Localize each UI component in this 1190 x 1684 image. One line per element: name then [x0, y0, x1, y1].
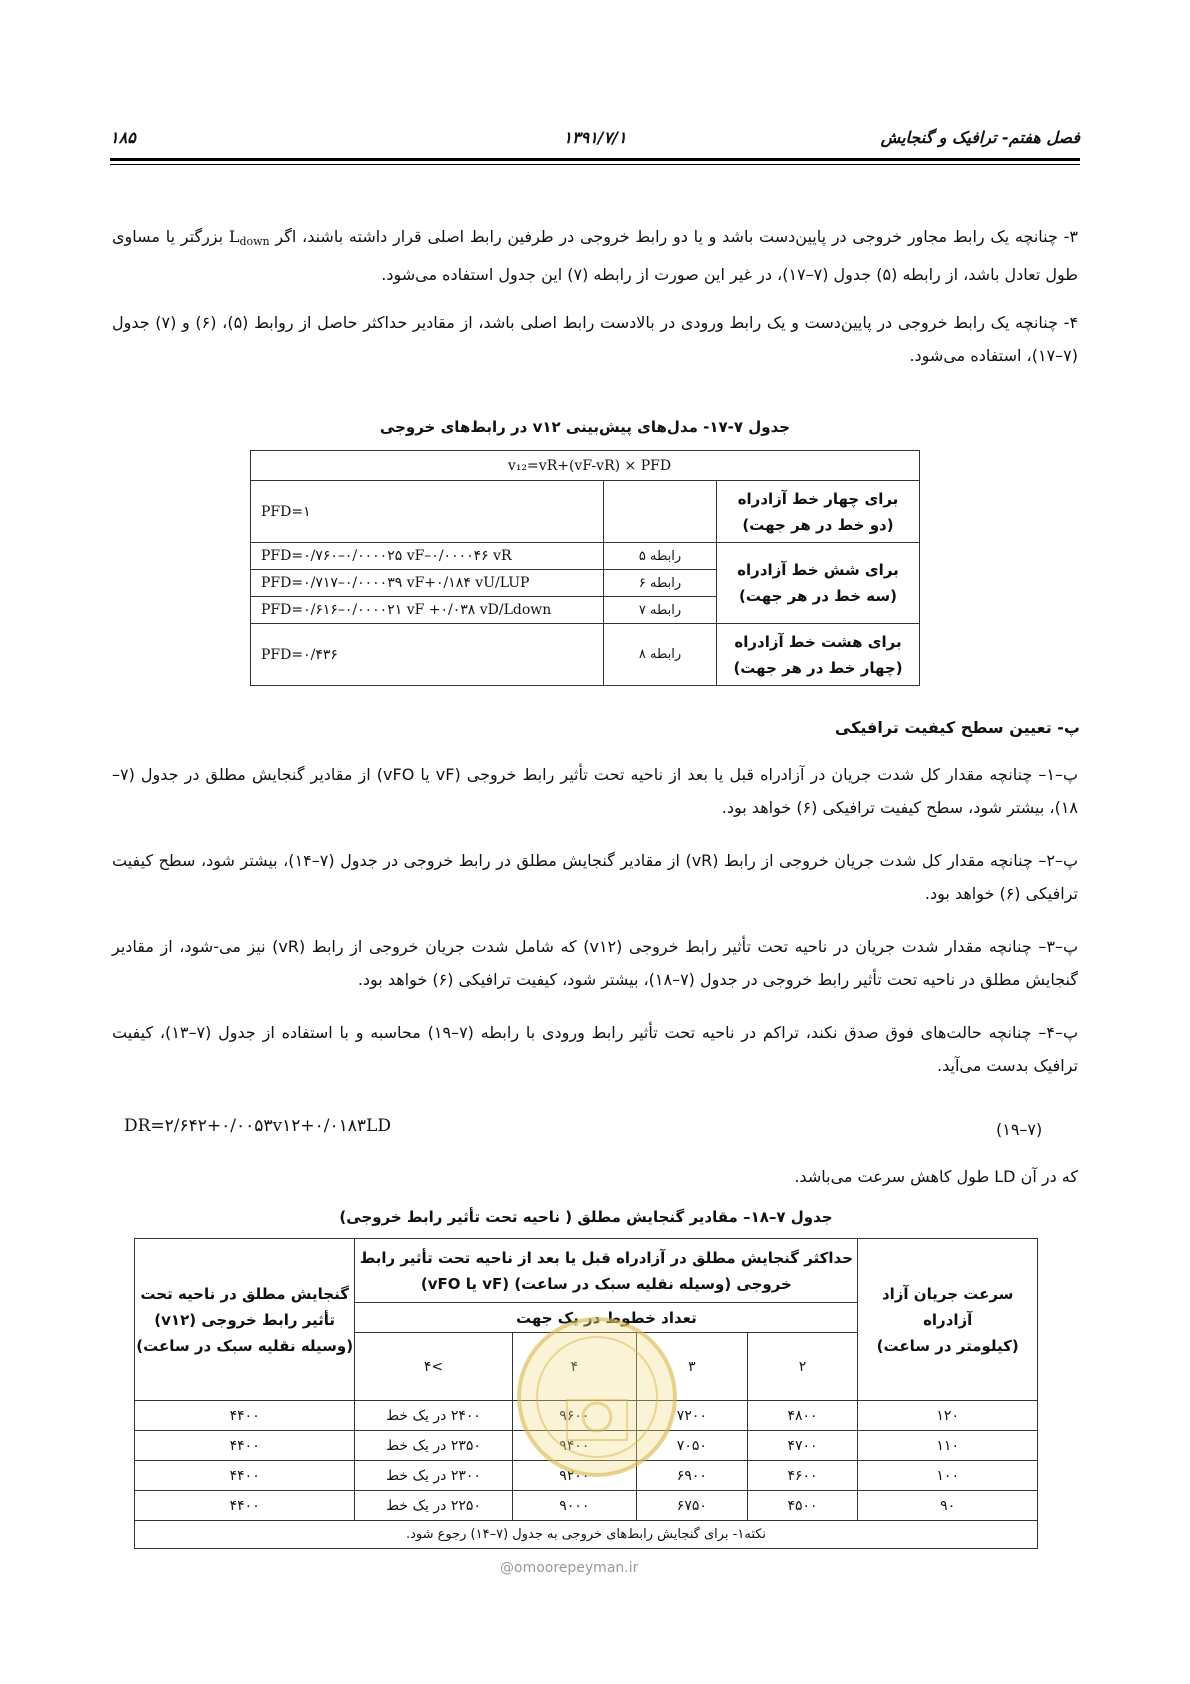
table-row — [135, 1491, 1038, 1521]
col-speed-l2: آزادراه — [923, 1310, 973, 1329]
table2-note: نکته۱- برای گنجایش رابط‌های خروجی به جدول (۷–۱۴) رجوع شود. — [135, 1521, 1038, 1549]
speed-cell: ۱۱۰ — [858, 1431, 1038, 1461]
zone-cell: ۴۴۰۰ — [135, 1431, 355, 1461]
zone-cell: ۴۴۰۰ — [135, 1491, 355, 1521]
cap-cell: ۴۷۰۰ — [747, 1431, 858, 1461]
col-speed-header — [858, 1239, 1038, 1401]
row-label-line1: برای هشت خط آزادراه — [734, 632, 902, 651]
cap-cell: ۲۳۰۰ در یک خط — [355, 1461, 512, 1491]
speed-cell: ۱۰۰ — [858, 1461, 1038, 1491]
table1-relation: رابطه ۸ — [604, 624, 717, 686]
equation-number: (۱۹–۷) — [996, 1120, 1043, 1139]
cap-cell: ۷۲۰۰ — [636, 1401, 747, 1431]
col-zone-l1: گنجایش مطلق در ناحیه تحت — [140, 1284, 349, 1303]
paragraph-pa4: پ–۴– چنانچه حالت‌های فوق صدق نکند، تراکم در ناحیه تحت تأثیر رابط ورودی با رابطه (۷–۱۹) محاسبه و با استفاده از جدول (۷–۱۳)، کیفیت ترافیک بدست می‌آید. — [112, 1023, 1079, 1075]
paragraph-pa2: پ–۲– چنانچه مقدار کل شدت جریان خروجی از رابط (vR) از مقادیر گنجایش مطلق در رابط خروجی در جدول (۷–۱۴)، بیشتر شود، سطح کیفیت ترافیکی (۶) خواهد بود. — [112, 851, 1079, 903]
col-max-header — [355, 1239, 858, 1303]
table1 — [250, 450, 920, 686]
paragraph-3-text-b: بزرگتر یا مساوی طول تعادل باشد، از رابطه (۵) جدول (۷–۱۷)، در غیر این صورت از رابطه (۷) این جدول استفاده می‌شود. — [112, 227, 1078, 284]
cap-cell: ۴۶۰۰ — [747, 1461, 858, 1491]
table1-relation: رابطه ۵ — [604, 543, 717, 570]
cap-cell: ۹۶۰۰ — [512, 1401, 636, 1431]
table1-row-label — [717, 543, 920, 624]
cap-cell: ۶۹۰۰ — [636, 1461, 747, 1491]
zone-cell: ۴۴۰۰ — [135, 1401, 355, 1431]
paragraph-pa1: پ–۱– چنانچه مقدار کل شدت جریان در آزادراه قبل یا بعد از ناحیه تحت تأثیر رابط خروجی (vF یا vFO) از مقادیر گنجایش مطلق در جدول (۷–۱۸)، بیشتر شود، سطح کیفیت ترافیکی (۶) خواهد بود. — [112, 765, 1079, 817]
equation-where: که در آن LD طول کاهش سرعت می‌باشد. — [794, 1167, 1078, 1186]
chapter-title: فصل هفتم- ترافیک و گنجایش — [880, 128, 1080, 147]
col-speed-l3: (کیلومتر در ساعت) — [876, 1336, 1019, 1355]
zone-cell: ۴۴۰۰ — [135, 1461, 355, 1491]
header-rule-thick — [110, 158, 1080, 161]
col-zone-l2: تأثیر رابط خروجی (v۱۲) — [154, 1310, 336, 1329]
row-label-line2: (چهار خط در هر جهت) — [733, 658, 903, 677]
speed-cell: ۹۰ — [858, 1491, 1038, 1521]
speed-cell: ۱۲۰ — [858, 1401, 1038, 1431]
section-heading: پ- تعیین سطح کیفیت ترافیکی — [834, 718, 1080, 737]
lane-count: ۳ — [636, 1333, 747, 1401]
table1-row-label — [717, 624, 920, 686]
table1-relation: رابطه ۷ — [604, 597, 717, 624]
page-number: ۱۸۵ — [110, 128, 136, 147]
cap-cell: ۹۴۰۰ — [512, 1431, 636, 1461]
equation-19: DR=۲/۶۴۲+۰/۰۰۵۳v۱۲+۰/۰۱۸۳LD — [124, 1116, 391, 1136]
ldown-symbol — [229, 227, 270, 246]
ldown-subscript: down — [239, 235, 270, 248]
watermark: @omoorepeyman.ir — [500, 1560, 639, 1576]
row-label-line2: (سه خط در هر جهت) — [739, 587, 897, 605]
paragraph-3-text-a: ۳- چنانچه یک رابط مجاور خروجی در پایین‌دست باشد و یا دو رابط خروجی در طرفین رابط اصلی قرار داشته باشند، اگر — [269, 227, 1078, 246]
cap-cell: ۴۸۰۰ — [747, 1401, 858, 1431]
cap-cell: ۴۵۰۰ — [747, 1491, 858, 1521]
table1-relation — [604, 481, 717, 543]
table1-formula: PFD=۰/۷۶۰–۰/۰۰۰۰۲۵ vF–۰/۰۰۰۰۴۶ vR — [251, 543, 604, 570]
logo-stamp-icon — [505, 1305, 690, 1490]
table2-caption: جدول ۷–۱۸– مقادیر گنجایش مطلق ( ناحیه تحت تأثیر رابط خروجی) — [339, 1208, 833, 1226]
paragraph-pa3: پ–۳– چنانچه مقدار شدت جریان در ناحیه تحت تأثیر رابط خروجی (v۱۲) که شامل شدت جریان خروجی از رابط (vR) نیز می-شود، از مقادیر گنجایش مطلق در ناحیه تحت تأثیر رابط خروجی در جدول (۷–۱۸)، بیشتر شود، کیفیت ترافیکی (۶) خواهد بود. — [112, 937, 1078, 989]
cap-cell: ۷۰۵۰ — [636, 1431, 747, 1461]
lane-count: ۲ — [747, 1333, 858, 1401]
cap-cell: ۹۲۰۰ — [512, 1461, 636, 1491]
cap-cell: ۹۰۰۰ — [512, 1491, 636, 1521]
table1-relation: رابطه ۶ — [604, 570, 717, 597]
table1-formula: PFD=۰/۶۱۶–۰/۰۰۰۰۲۱ vF +۰/۰۳۸ vD/Ldown — [251, 597, 604, 624]
table1-caption: جدول ۷-۱۷- مدل‌های پیش‌بینی v۱۲ در رابط‌های خروجی — [379, 418, 791, 436]
col-speed-l1: سرعت جریان آزاد — [881, 1284, 1014, 1303]
row-label-line1: برای چهار خط آزادراه — [737, 489, 899, 508]
ldown-symbol-l: L — [228, 227, 240, 246]
cap-cell: ۲۳۵۰ در یک خط — [355, 1431, 512, 1461]
col-zone-header — [135, 1239, 355, 1401]
col-max-l1: حداکثر گنجایش مطلق در آزادراه قبل یا بعد از ناحیه تحت تأثیر رابط — [359, 1248, 854, 1267]
cap-cell: ۶۷۵۰ — [636, 1491, 747, 1521]
col-lanes-header: تعداد خطوط در یک جهت — [355, 1303, 858, 1333]
table1-row-label — [717, 481, 920, 543]
table1-formula: PFD=۰/۷۱۷–۰/۰۰۰۰۳۹ vF+۰/۱۸۴ vU/LUP — [251, 570, 604, 597]
lane-count: ۴ — [512, 1333, 636, 1401]
paragraph-3 — [112, 220, 1078, 291]
page-header — [110, 128, 1080, 154]
col-max-l2: خروجی (وسیله نقلیه سبک در ساعت) (vF یا vFO) — [420, 1274, 792, 1293]
table1-formula: PFD=۰/۴۳۶ — [251, 624, 604, 686]
row-label-line1: برای شش خط آزادراه — [737, 561, 899, 579]
table1-formula-top: v₁₂=vR+(vF-vR) × PFD — [251, 451, 920, 481]
cap-cell: ۲۲۵۰ در یک خط — [355, 1491, 512, 1521]
header-date: ۱۳۹۱/۷/۱ — [563, 128, 627, 147]
col-zone-l3: (وسیله نقلیه سبک در ساعت) — [136, 1336, 354, 1355]
table1-formula: PFD=۱ — [251, 481, 604, 543]
header-rule-thin — [110, 164, 1080, 165]
row-label-line2: (دو خط در هر جهت) — [742, 515, 894, 534]
paragraph-4: ۴- چنانچه یک رابط خروجی در پایین‌دست و یک رابط ورودی در بالادست رابط اصلی باشد، از مقادیر حداکثر حاصل از روابط (۵)، (۶) و (۷) جدول (۷–۱۷)، استفاده می‌شود. — [112, 313, 1079, 365]
lane-count: >۴ — [355, 1333, 512, 1401]
cap-cell: ۲۴۰۰ در یک خط — [355, 1401, 512, 1431]
